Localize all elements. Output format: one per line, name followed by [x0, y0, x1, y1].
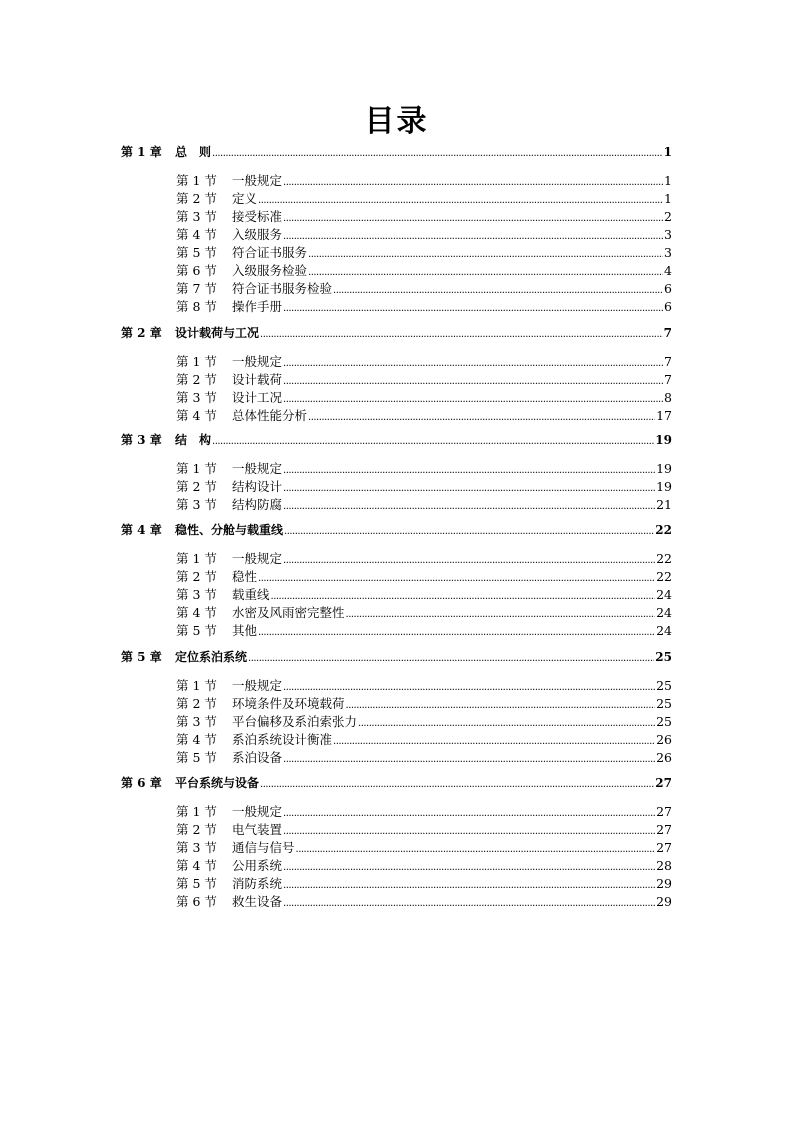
- section-entry-title: 一般规定: [232, 354, 283, 369]
- section-entry[interactable]: [176, 856, 672, 874]
- leader-dots: [358, 718, 655, 729]
- section-entry-number: 第 1 节: [176, 354, 217, 369]
- section-entry-page-number: 25: [656, 678, 672, 693]
- section-entry-title: 设计载荷: [232, 372, 283, 387]
- section-entry-page-number: 6: [664, 281, 672, 296]
- section-entry-number: 第 2 节: [176, 372, 217, 387]
- section-entry-page-number: 26: [656, 732, 672, 747]
- section-entry[interactable]: [176, 189, 672, 207]
- section-entry[interactable]: [176, 495, 672, 513]
- chapter-entry-title: 设计载荷与工况: [175, 326, 260, 340]
- section-entry-page-number: 27: [656, 840, 672, 855]
- leader-dots: [308, 249, 663, 260]
- section-entry-number: 第 1 节: [176, 173, 217, 188]
- chapter-entry[interactable]: [121, 324, 672, 341]
- section-entry-number: 第 4 节: [176, 408, 217, 423]
- leader-dots: [283, 177, 663, 188]
- chapter-entry-title: 平台系统与设备: [175, 776, 260, 790]
- section-entry[interactable]: [176, 838, 672, 856]
- chapter-entry-number: 第 1 章: [121, 145, 162, 159]
- leader-dots: [283, 754, 655, 765]
- section-entry[interactable]: [176, 406, 672, 424]
- chapter-entry-title: 稳性、分舱与载重线: [175, 523, 284, 537]
- leader-dots: [296, 844, 656, 855]
- section-entry-number: 第 2 节: [176, 822, 217, 837]
- section-entry[interactable]: [176, 874, 672, 892]
- leader-dots: [308, 267, 663, 278]
- leader-dots: [258, 195, 663, 206]
- section-entry[interactable]: [176, 712, 672, 730]
- section-entry-number: 第 4 节: [176, 732, 217, 747]
- section-entry-number: 第 4 节: [176, 227, 217, 242]
- chapter-entry[interactable]: [121, 521, 672, 538]
- section-entry-number: 第 8 节: [176, 299, 217, 314]
- chapter-entry-number: 第 3 章: [121, 433, 162, 447]
- section-entry-number: 第 5 节: [176, 876, 217, 891]
- section-entry-page-number: 19: [656, 479, 672, 494]
- section-entry-number: 第 6 节: [176, 894, 217, 909]
- section-entry-title: 一般规定: [232, 678, 283, 693]
- section-entry-title: 平台偏移及系泊索张力: [232, 714, 358, 729]
- leader-dots: [260, 329, 663, 340]
- section-entry-title: 一般规定: [232, 173, 283, 188]
- section-entry-number: 第 5 节: [176, 750, 217, 765]
- section-entry-number: 第 1 节: [176, 804, 217, 819]
- section-entry-title: 其他: [232, 623, 258, 638]
- section-entry-number: 第 5 节: [176, 245, 217, 260]
- section-entry-page-number: 28: [656, 858, 672, 873]
- chapter-entry[interactable]: [121, 143, 672, 160]
- section-entry-title: 系泊设备: [232, 750, 283, 765]
- section-entry-number: 第 2 节: [176, 479, 217, 494]
- section-entry[interactable]: [176, 676, 672, 694]
- leader-dots: [283, 483, 655, 494]
- section-entry-title: 结构设计: [232, 479, 283, 494]
- section-entry-title: 总体性能分析: [232, 408, 308, 423]
- section-entry-page-number: 25: [656, 696, 672, 711]
- chapter-entry[interactable]: [121, 648, 672, 665]
- section-entry[interactable]: [176, 370, 672, 388]
- leader-dots: [283, 682, 655, 693]
- section-entry-title: 结构防腐: [232, 497, 283, 512]
- section-entry-page-number: 27: [656, 822, 672, 837]
- section-entry-title: 救生设备: [232, 894, 283, 909]
- chapter-entry-title: 定位系泊系统: [175, 650, 248, 664]
- section-entry-number: 第 3 节: [176, 587, 217, 602]
- leader-dots: [283, 358, 663, 369]
- section-entry-number: 第 2 节: [176, 696, 217, 711]
- section-entry-title: 一般规定: [232, 461, 283, 476]
- section-entry-title: 消防系统: [232, 876, 283, 891]
- section-entry-title: 设计工况: [232, 390, 283, 405]
- section-entry[interactable]: [176, 820, 672, 838]
- section-entry-number: 第 2 节: [176, 191, 217, 206]
- section-entry[interactable]: [176, 261, 672, 279]
- section-entry-title: 一般规定: [232, 804, 283, 819]
- leader-dots: [212, 148, 663, 159]
- section-entry-title: 定义: [232, 191, 258, 206]
- section-entry[interactable]: [176, 297, 672, 315]
- leader-dots: [248, 653, 654, 664]
- section-entry-page-number: 8: [664, 390, 672, 405]
- section-entry-page-number: 21: [656, 497, 672, 512]
- section-entry-number: 第 3 节: [176, 209, 217, 224]
- leader-dots: [283, 465, 655, 476]
- section-entry-number: 第 7 节: [176, 281, 217, 296]
- leader-dots: [283, 862, 655, 873]
- section-entry[interactable]: [176, 352, 672, 370]
- section-entry[interactable]: [176, 171, 672, 189]
- section-entry-title: 系泊系统设计衡准: [232, 732, 333, 747]
- leader-dots: [260, 779, 654, 790]
- section-entry-page-number: 24: [656, 623, 672, 638]
- chapter-entry-title: 结 构: [175, 433, 212, 447]
- chapter-entry-page-number: 25: [655, 650, 672, 664]
- section-entry[interactable]: [176, 621, 672, 639]
- section-entry-number: 第 2 节: [176, 569, 217, 584]
- section-entry-title: 载重线: [232, 587, 270, 602]
- leader-dots: [283, 808, 655, 819]
- section-entry-page-number: 22: [656, 551, 672, 566]
- section-entry-title: 水密及风雨密完整性: [232, 605, 345, 620]
- leader-dots: [258, 627, 655, 638]
- leader-dots: [346, 609, 656, 620]
- leader-dots: [283, 231, 663, 242]
- section-entry-page-number: 25: [656, 714, 672, 729]
- section-entry-page-number: 7: [664, 354, 672, 369]
- section-entry[interactable]: [176, 225, 672, 243]
- section-entry-page-number: 29: [656, 876, 672, 891]
- leader-dots: [283, 213, 663, 224]
- section-entry[interactable]: [176, 207, 672, 225]
- section-entry-page-number: 17: [656, 408, 672, 423]
- leader-dots: [333, 285, 663, 296]
- leader-dots: [258, 573, 655, 584]
- section-entry-page-number: 1: [664, 191, 672, 206]
- leader-dots: [333, 736, 655, 747]
- chapter-entry-page-number: 7: [663, 326, 672, 340]
- section-entry-title: 入级服务检验: [232, 263, 308, 278]
- section-entry-title: 操作手册: [232, 299, 283, 314]
- chapter-entry-number: 第 4 章: [121, 523, 162, 537]
- section-entry-number: 第 4 节: [176, 858, 217, 873]
- section-entry-page-number: 3: [664, 227, 672, 242]
- leader-dots: [283, 303, 663, 314]
- leader-dots: [283, 880, 655, 891]
- leader-dots: [271, 591, 656, 602]
- chapter-entry-number: 第 2 章: [121, 326, 162, 340]
- section-entry-number: 第 3 节: [176, 840, 217, 855]
- leader-dots: [283, 555, 655, 566]
- section-entry-page-number: 27: [656, 804, 672, 819]
- section-entry-title: 符合证书服务: [232, 245, 308, 260]
- leader-dots: [283, 394, 663, 405]
- section-entry[interactable]: [176, 585, 672, 603]
- leader-dots: [283, 898, 655, 909]
- leader-dots: [283, 826, 655, 837]
- section-entry-page-number: 2: [664, 209, 672, 224]
- section-entry-title: 电气装置: [232, 822, 283, 837]
- section-entry-title: 环境条件及环境载荷: [232, 696, 345, 711]
- section-entry-title: 公用系统: [232, 858, 283, 873]
- section-entry-page-number: 7: [664, 372, 672, 387]
- chapter-entry-page-number: 1: [663, 145, 672, 159]
- leader-dots: [283, 501, 655, 512]
- section-entry-number: 第 1 节: [176, 551, 217, 566]
- chapter-entry[interactable]: [121, 774, 672, 791]
- section-entry[interactable]: [176, 694, 672, 712]
- section-entry-page-number: 29: [656, 894, 672, 909]
- chapter-entry-number: 第 6 章: [121, 776, 162, 790]
- section-entry[interactable]: [176, 549, 672, 567]
- chapter-entry-title: 总 则: [175, 145, 212, 159]
- section-entry-title: 入级服务: [232, 227, 283, 242]
- section-entry-page-number: 3: [664, 245, 672, 260]
- section-entry[interactable]: [176, 603, 672, 621]
- section-entry[interactable]: [176, 802, 672, 820]
- section-entry[interactable]: [176, 748, 672, 766]
- section-entry-number: 第 3 节: [176, 390, 217, 405]
- section-entry-number: 第 3 节: [176, 497, 217, 512]
- section-entry-title: 接受标准: [232, 209, 283, 224]
- section-entry-page-number: 24: [656, 587, 672, 602]
- leader-dots: [283, 376, 663, 387]
- section-entry-title: 符合证书服务检验: [232, 281, 333, 296]
- page-title: 目录: [364, 104, 429, 139]
- chapter-entry-page-number: 19: [655, 433, 672, 447]
- section-entry-page-number: 1: [664, 173, 672, 188]
- section-entry-page-number: 22: [656, 569, 672, 584]
- section-entry[interactable]: [176, 892, 672, 910]
- chapter-entry-page-number: 27: [655, 776, 672, 790]
- leader-dots: [308, 412, 655, 423]
- section-entry[interactable]: [176, 388, 672, 406]
- section-entry[interactable]: [176, 243, 672, 261]
- chapter-entry-number: 第 5 章: [121, 650, 162, 664]
- section-entry-title: 稳性: [232, 569, 258, 584]
- section-entry-number: 第 5 节: [176, 623, 217, 638]
- section-entry[interactable]: [176, 279, 672, 297]
- section-entry[interactable]: [176, 459, 672, 477]
- section-entry-title: 通信与信号: [232, 840, 295, 855]
- section-entry-number: 第 6 节: [176, 263, 217, 278]
- leader-dots: [284, 526, 654, 537]
- section-entry[interactable]: [176, 567, 672, 585]
- section-entry-page-number: 19: [656, 461, 672, 476]
- section-entry-page-number: 24: [656, 605, 672, 620]
- section-entry[interactable]: [176, 730, 672, 748]
- section-entry-number: 第 3 节: [176, 714, 217, 729]
- section-entry-number: 第 1 节: [176, 461, 217, 476]
- section-entry-number: 第 4 节: [176, 605, 217, 620]
- section-entry-page-number: 26: [656, 750, 672, 765]
- section-entry-number: 第 1 节: [176, 678, 217, 693]
- section-entry-page-number: 6: [664, 299, 672, 314]
- chapter-entry[interactable]: [121, 431, 672, 448]
- section-entry-page-number: 4: [664, 263, 672, 278]
- section-entry[interactable]: [176, 477, 672, 495]
- chapter-entry-page-number: 22: [655, 523, 672, 537]
- section-entry-title: 一般规定: [232, 551, 283, 566]
- leader-dots: [346, 700, 656, 711]
- leader-dots: [212, 436, 654, 447]
